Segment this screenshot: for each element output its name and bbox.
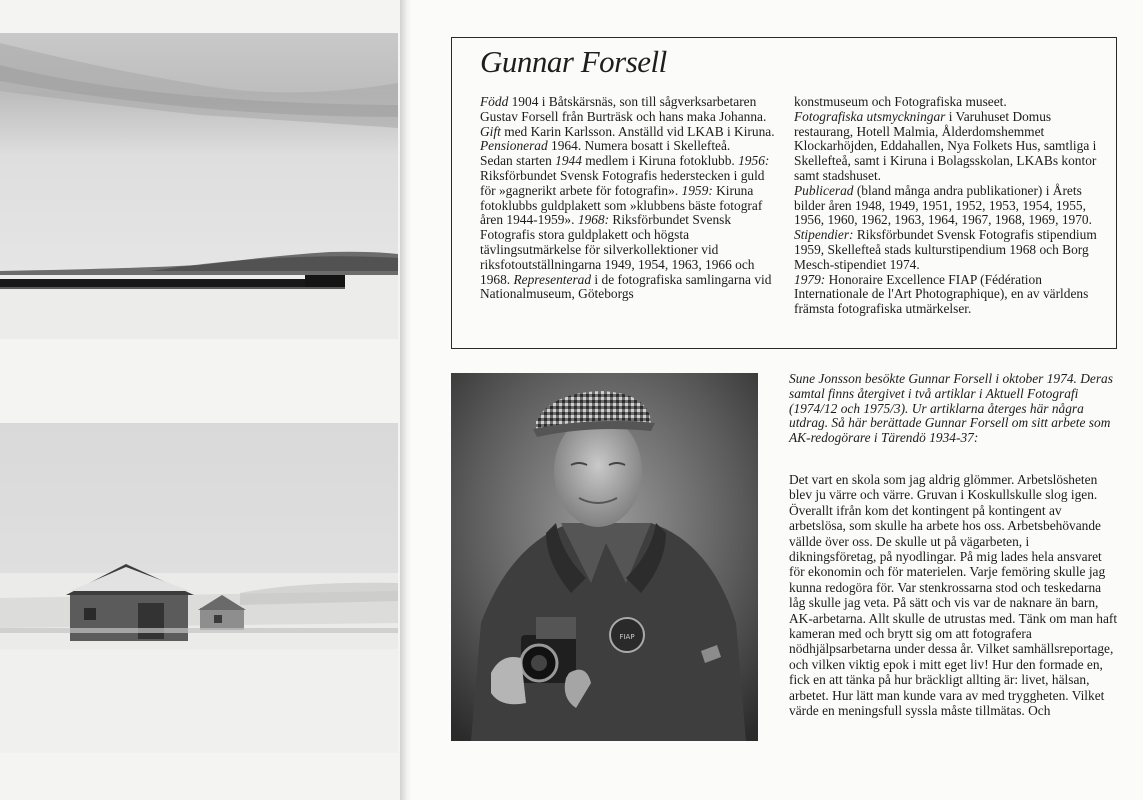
bio-text: Kiruna fotoklubbs guldplakett som »klubbens bäste fotograf åren 1944-1959». <box>480 182 763 228</box>
biography-box <box>451 37 1117 349</box>
bio-em: Pensionerad <box>480 138 548 154</box>
svg-text:FIAP: FIAP <box>619 633 635 641</box>
bio-em: Fotografiska utsmyckningar <box>794 108 946 124</box>
bio-em: Gift <box>480 123 501 139</box>
bio-em: 1979: <box>794 271 826 287</box>
bio-text: Riksförbundet Svensk Fotografis stipendium 1959, Skellefteå stads kulturstipendium 1968 och Borg Mesch-stipendiet 1974. <box>794 227 1097 272</box>
bio-em: 1956: <box>738 153 770 169</box>
bio-text: Riksförbundet Svensk Fotografis hederstecken i guld för »gagnerikt arbete för fotografin». <box>480 167 765 198</box>
biography-column-right <box>794 95 1099 317</box>
photo-winter-train <box>0 33 398 339</box>
biography-column-left <box>480 95 780 302</box>
photo-winter-barn <box>0 423 398 753</box>
bio-text: konstmuseum och Fotografiska museet. <box>794 94 1007 109</box>
bio-em: 1944 <box>555 153 582 169</box>
bio-em: Född <box>480 94 509 109</box>
page-title: Gunnar Forsell <box>480 44 667 79</box>
bio-text: Riksförbundet Svensk Fotografis stora guldplakett och högsta tävlingsutmärkelse för silverkollektioner vid riksfotoutställningarna 1949, 1954, 1963, 1966 och 1968. <box>480 212 755 287</box>
bio-text: i de fotografiska samlingarna vid Nationalmuseum, Göteborgs <box>480 271 772 302</box>
bio-text: 1964. Numera bosatt i Skellefteå. <box>547 138 731 154</box>
bio-em: Representerad <box>513 271 592 287</box>
bio-text: 1904 i Båtskärsnäs, son till sågverksarbetaren Gustav Forsell från Burträsk och hans maka Johanna. <box>480 94 767 124</box>
bio-text: med Karin Karlsson. Anställd vid LKAB i Kiruna. <box>500 123 775 139</box>
bio-em: 1959: <box>681 182 713 198</box>
bio-text: i Varuhuset Domus restaurang, Hotell Malmia, Ålderdomshemmet Klockarhöjden, Eddahallen, Nya Folkets Hus, samtliga i Skellefteå, samt i Kiruna i Bolagsskolan, LKABs kontor samt stadshuset. <box>794 108 1097 183</box>
bio-text: Honoraire Excellence FIAP (Fédération Internationale de l'Art Photographique), en av världens främsta fotografiska utmärkelser. <box>794 271 1089 317</box>
bio-em: 1968: <box>577 212 610 228</box>
bio-text: (bland många andra publikationer) i Årets bilder åren 1948, 1949, 1951, 1952, 1953, 1954, 1955, 1956, 1960, 1962, 1963, 1964, 1967, 1968, 1969, 1970. <box>794 182 1092 228</box>
portrait-photo <box>451 373 758 741</box>
intro-text: Sune Jonsson besökte Gunnar Forsell i oktober 1974. Deras samtal finns återgivet i två artiklar i Aktuell Fotografi (1974/12 och 1975/3). Ur artiklarna återges här några utdrag. Så här berättade Gunnar Forsell om sitt arbete som AK-redogörare i Tärendö 1934-37: <box>789 371 1113 446</box>
bio-text: medlem i Kiruna fotoklubb. <box>581 153 739 169</box>
bio-text: Sedan starten <box>480 153 556 169</box>
bio-em: Publicerad <box>794 182 854 198</box>
bio-em: Stipendier: <box>794 227 854 243</box>
interview-text: Det vart en skola som jag aldrig glömmer. Arbetslösheten blev ju värre och värre. Gruvan i Koskullskulle slog igen. Överallt ifrån kom det kontingent på kontingent av arbetslösa, som skulle ha arbete hos oss. Arbetsbehövande vällde över oss. De skulle ut på vägarbeten, i dikningsföretag, på nyodlingar. På mig lades hela ansvaret för ekonomin och för materielen. Varje femöring skulle jag kunna redogöra för. Var stenkrossarna stod och teskedarna låg skulle jag veta. På sätt och vis var de naknare än barn, AK-arbetarna. Allt skulle de utrustas med. Tänk om man haft kameran med och brytt sig om att fotografera nödhjälpsarbetarna under dessa år. Vilket samhällsreportage, och vilken viktig epok i mitt eget liv! Hur den formade en, fick en att tänka på hur bräckligt allting är: livet, hälsan, arbetet. Hur lätt man kunde vara av med tryggheten. Vilket värde en meningsfull syssla måste tillmätas. Och <box>789 472 1118 719</box>
